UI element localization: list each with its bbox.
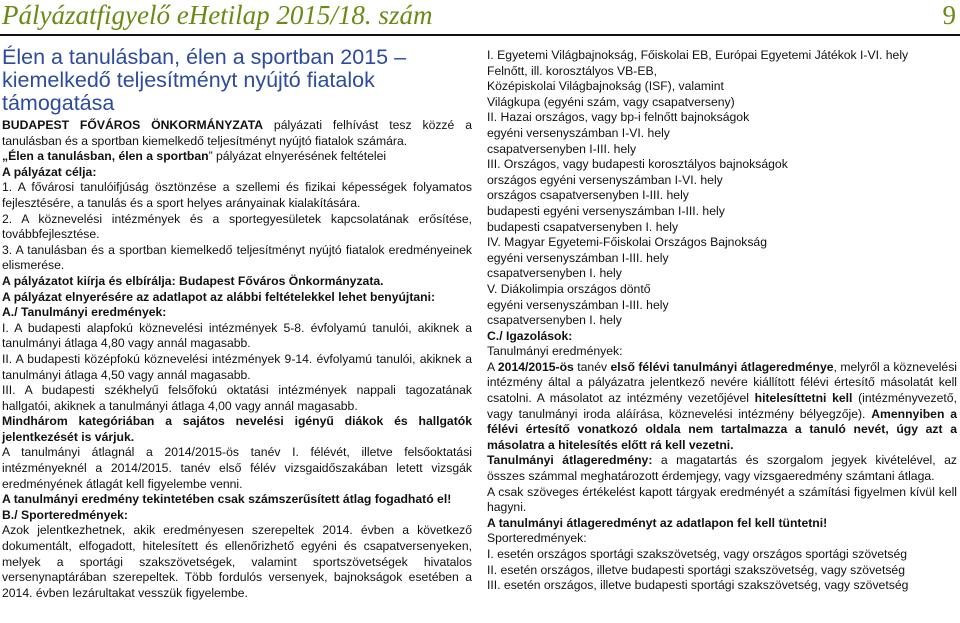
right-column <box>487 48 957 594</box>
text-run: A <box>487 359 498 374</box>
page-header <box>0 0 960 34</box>
result-line: egyéni versenyszámban I-III. hely <box>487 250 669 265</box>
subheading-rest: ” pályázat elnyerésének feltételei <box>208 149 387 164</box>
section-b-text: Azok jelentkezhetnek, akik eredményesen szerepeltek 2014. évben a következő dokumentált, elfogadott, hitelesített és ellenőrizhető egyéni és csapatversenyeken, melyek a sportági szakszövetségek, valamint sportszövetségek hivatalos versenynaptárában szerepeltek. Több fordulós versenyek, bajnokságok esetében a 2014. évben lezárultakat vesszük figyelembe. <box>2 523 472 600</box>
page-number: 9 <box>942 0 956 30</box>
conditions-line: A pályázat elnyerésére az adatlapot az alábbi feltételekkel lehet benyújtani: <box>2 289 436 304</box>
result-line: egyéni versenyszámban I-III. hely <box>487 297 669 312</box>
section-c-paragraph-1 <box>487 360 957 454</box>
result-line: csapatversenyben I-III. hely <box>487 141 637 156</box>
sport-proof-item-1: I. esetén országos sportági szakszövetség, vagy országos sportági szövetség <box>487 547 908 561</box>
result-line: Középiskolai Világbajnokság (ISF), valamint <box>487 79 724 94</box>
result-line: csapatversenyben I. hely <box>487 313 622 328</box>
goal-item-2: 2. A köznevelési intézmények és a sportegyesületek kapcsolatának erősítése, továbbfejlesztése. <box>2 211 472 242</box>
average-basis: A tanulmányi átlagnál a 2014/2015-ös tanév I. félévét, illetve felsőoktatási intézményeknél a 2014/2015. tanév első félév vizsgaidőszakában letett vizsgák eredményének átlagát kell figyelembe venni. <box>2 445 472 491</box>
text-run-bold: hitelesíttetni kell <box>754 391 853 406</box>
section-c-heading: C./ Igazolások: <box>487 328 573 343</box>
result-line: Felnőtt, ill. korosztályos VB-EB, <box>487 63 658 78</box>
numeric-average-note: A tanulmányi eredmény tekintetében csak számszerűsített átlag fogadható el! <box>2 492 452 507</box>
result-line: V. Diákolimpia országos döntő <box>487 281 651 296</box>
section-c-subheading: Tanulmányi eredmények: <box>487 344 623 359</box>
text-run-bold: 2014/2015-ös <box>497 359 574 374</box>
section-c-paragraph-2 <box>487 453 957 484</box>
text-run-bold: Tanulmányi átlageredmény: <box>487 453 653 468</box>
subheading-bold: „Élen a tanulásban, élen a sportban <box>2 149 209 164</box>
text-run: (intézményvezető, vagy tanulmányi iroda aláírása, köznevelési intézmény bélyegzője). <box>487 391 957 421</box>
intro-paragraph <box>2 118 472 149</box>
result-line: budapesti egyéni versenyszámban I-III. hely <box>487 203 725 218</box>
result-line: csapatversenyben I. hely <box>487 266 622 281</box>
text-run-bold: Amennyiben a félévi értesítő vonatkozó oldala nem tartalmazza a tanuló nevét, úgy azt a másolatra a hitelesítés előtt rá kell vezetni. <box>487 406 957 452</box>
goal-item-3: 3. A tanulásban és a sportban kiemelkedő teljesítményt nyújtó fiatalok eredményeinek elismerése. <box>2 242 472 273</box>
result-line: országos csapatversenyben I-III. hely <box>487 188 689 203</box>
sport-proof-item-2: II. esetén országos, illetve budapesti sportági szakszövetség, vagy szövetség <box>487 562 905 577</box>
section-c-paragraph-4: A tanulmányi átlageredményt az adatlapon fel kell tüntetni! <box>487 515 828 530</box>
section-a-item-2: II. A budapesti középfokú köznevelési intézmények 9-14. évfolyamú tanulói, akiknek a tanulmányi átlaga 4,50 vagy annál magasabb. <box>2 351 472 382</box>
subheading <box>2 149 472 165</box>
section-c-paragraph-3: A csak szöveges értékelést kapott tárgyak eredményét a számítási figyelmen kívül kell hagyni. <box>487 484 957 515</box>
text-run: tanév <box>573 359 611 374</box>
result-line: egyéni versenyszámban I-VI. hely <box>487 125 670 140</box>
sport-proof-heading: Sporteredmények: <box>487 531 587 546</box>
result-line: Világkupa (egyéni szám, vagy csapatverseny) <box>487 94 735 109</box>
result-line: IV. Magyar Egyetemi-Főiskolai Országos Bajnokság <box>487 235 767 250</box>
result-line: II. Hazai országos, vagy bp-i felnőtt bajnokságok <box>487 110 750 125</box>
result-line: országos egyéni versenyszámban I-VI. hely <box>487 172 723 187</box>
section-b-heading: B./ Sporteredmények: <box>2 507 128 522</box>
section-a-item-1: I. A budapesti alapfokú köznevelési intézmények 5-8. évfolyamú tanulói, akiknek a tanulmányi átlaga 4,80 vagy annál magasabb. <box>2 320 472 351</box>
goal-heading: A pályázat célja: <box>2 164 97 179</box>
sport-proof-item-3: III. esetén országos, illetve budapesti sportági szakszövetség, vagy szövetség <box>487 578 909 593</box>
text-run: , melyről a köznevelési intézmény által a pályázatra jelentkező nevére kiállított félévi értesítő másolatát kell csatolni. A másolatot az intézmény vezetőjével <box>487 359 957 406</box>
section-a-heading: A./ Tanulmányi eredmények: <box>2 305 167 320</box>
intro-organization: BUDAPEST FŐVÁROS ÖNKORMÁNYZATA <box>2 118 264 132</box>
section-a-item-3: III. A budapesti székhelyű felsőfokú oktatási intézmények nappali tagozatának hallgatói, akiknek a tanulmányi átlaga 4,00 vagy annál magasabb. <box>2 383 472 413</box>
newsletter-title: Pályázatfigyelő eHetilap 2015/18. szám <box>2 0 433 30</box>
result-line: III. Országos, vagy budapesti korosztályos bajnokságok <box>487 157 788 172</box>
result-line: budapesti csapatversenyben I. hely <box>487 219 679 234</box>
text-run-bold: első félévi tanulmányi átlageredménye <box>610 359 834 374</box>
left-column <box>2 40 472 601</box>
result-line: I. Egyetemi Világbajnokság, Főiskolai EB, Európai Egyetemi Játékok I-VI. hely <box>487 48 909 62</box>
article-title: Élen a tanulásban, élen a sportban 2015 – kiemelkedő teljesítményt nyújtó fiatalok támogatása <box>2 45 407 115</box>
goal-item-1: 1. A fővárosi tanulóifjúság ösztönzése a szellemi és fizikai képességek folyamatos fejlesztésére, a tanulás és a sport helyes arányainak kialakítására. <box>2 180 472 210</box>
text-run: a magatartás és szorgalom jegyek kivételével, az összes számmal meghatározott érdemjegy, vagy vizsgaeredmény számtani átlaga. <box>487 453 957 484</box>
intro-text: pályázati felhívást tesz közzé a tanulásban és a sportban kiemelkedő teljesítményt nyújtó fiatalok számára. <box>2 118 472 148</box>
all-categories-note: Mindhárom kategóriában a sajátos nevelési igényű diákok és hallgatók jelentkezését is várjuk. <box>2 414 472 444</box>
header-divider <box>0 34 960 36</box>
issuer-line: A pályázatot kiírja és elbírálja: Budapest Főváros Önkormányzata. <box>2 273 384 288</box>
